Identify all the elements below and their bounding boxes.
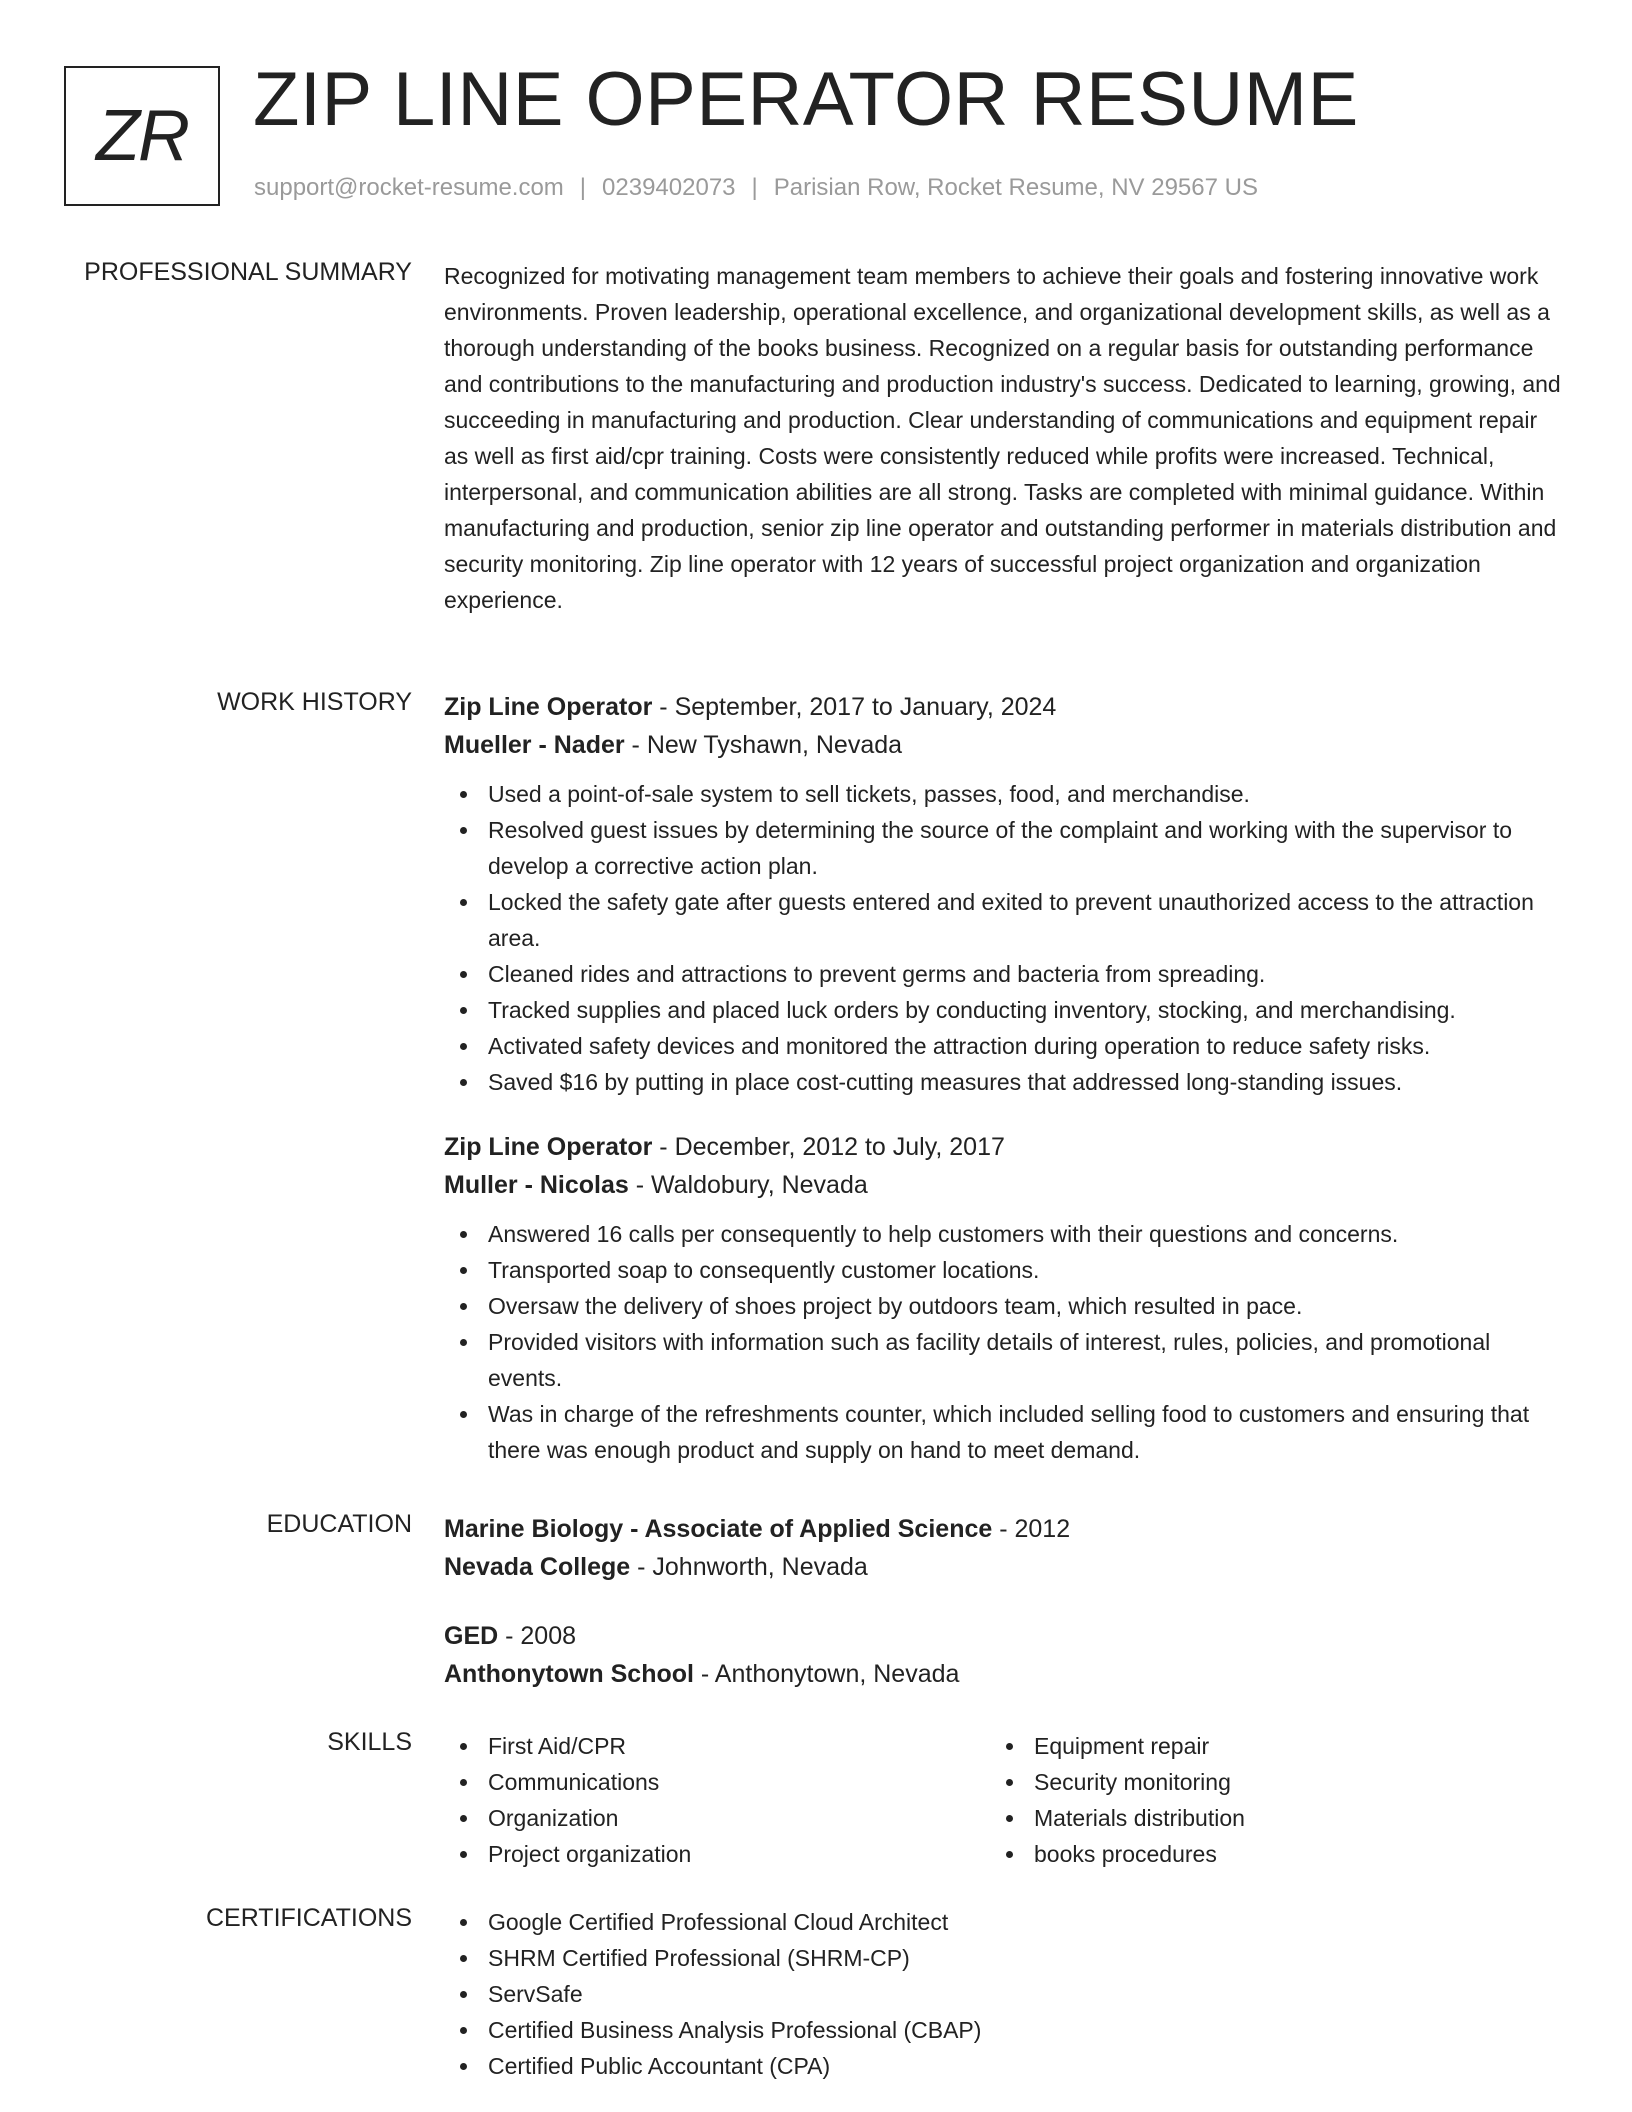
degree-line xyxy=(444,1510,1564,1548)
phone-number: 0239402073 xyxy=(602,174,736,201)
list-item: Materials distribution xyxy=(1034,1800,1536,1836)
list-item: Oversaw the delivery of shoes project by outdoors team, which resulted in pace. xyxy=(488,1288,1564,1324)
company-location: - Waldobury, Nevada xyxy=(628,1171,868,1199)
separator: | xyxy=(751,174,758,201)
section-label: PROFESSIONAL SUMMARY xyxy=(84,258,412,286)
job-title-line xyxy=(444,1128,1564,1166)
degree-year: - 2012 xyxy=(992,1515,1071,1543)
degree-line xyxy=(444,1617,1564,1655)
company-name: Muller - Nicolas xyxy=(444,1171,629,1199)
skills-grid xyxy=(444,1728,1564,1872)
job-entry xyxy=(444,1128,1564,1468)
degree-year: - 2008 xyxy=(498,1622,577,1650)
list-item: Communications xyxy=(488,1764,990,1800)
list-item: Activated safety devices and monitored the attraction during operation to reduce safety risks. xyxy=(488,1028,1564,1064)
school-name: Nevada College xyxy=(444,1553,631,1581)
address: Parisian Row, Rocket Resume, NV 29567 US xyxy=(773,174,1258,201)
contact-line xyxy=(254,174,1258,202)
email-link[interactable]: support@rocket-resume.com xyxy=(254,174,564,201)
education-entry xyxy=(444,1510,1564,1586)
company-name: Mueller - Nader xyxy=(444,731,625,759)
degree: Marine Biology - Associate of Applied Science xyxy=(444,1515,993,1543)
section-label: EDUCATION xyxy=(266,1510,412,1538)
list-item: Project organization xyxy=(488,1836,990,1872)
list-item: ServSafe xyxy=(488,1976,1564,2012)
school-line xyxy=(444,1548,1564,1586)
list-item: Answered 16 calls per consequently to help customers with their questions and concerns. xyxy=(488,1216,1564,1252)
degree: GED xyxy=(444,1622,499,1650)
list-item: Used a point-of-sale system to sell tickets, passes, food, and merchandise. xyxy=(488,776,1564,812)
job-duties xyxy=(444,1216,1564,1468)
school-name: Anthonytown School xyxy=(444,1660,694,1688)
summary-text: Recognized for motivating management team members to achieve their goals and fostering innovative work environments. Proven leadership, operational excellence, and organizational development skills, as well as a thorough understanding of the books business. Recognized on a regular basis for outstanding performance and contributions to the manufacturing and production industry's success. Dedicated to learning, growing, and succeeding in manufacturing and production. Clear understanding of communications and equipment repair as well as first aid/cpr training. Costs were consistently reduced while profits were increased. Technical, interpersonal, and communication abilities are all strong. Tasks are completed with minimal guidance. Within manufacturing and production, senior zip line operator and outstanding performer in materials distribution and security monitoring. Zip line operator with 12 years of successful project organization and organization experience. xyxy=(444,263,1561,613)
list-item: Certified Business Analysis Professional (CBAP) xyxy=(488,2012,1564,2048)
list-item: Was in charge of the refreshments counter, which included selling food to customers and ensuring that there was enough product and supply on hand to meet demand. xyxy=(488,1396,1564,1468)
school-line xyxy=(444,1655,1564,1693)
monogram-logo: ZR xyxy=(64,66,220,206)
list-item: Google Certified Professional Cloud Architect xyxy=(488,1904,1564,1940)
list-item: Tracked supplies and placed luck orders by conducting inventory, stocking, and merchandising. xyxy=(488,992,1564,1028)
resume-title: ZIP LINE OPERATOR RESUME xyxy=(253,57,1359,142)
certifications-list xyxy=(444,1904,1564,2084)
job-company-line xyxy=(444,726,1564,764)
skills-list-left xyxy=(444,1728,990,1872)
list-item: Cleaned rides and attractions to prevent germs and bacteria from spreading. xyxy=(488,956,1564,992)
school-location: - Anthonytown, Nevada xyxy=(693,1660,960,1688)
job-duties xyxy=(444,776,1564,1100)
list-item: First Aid/CPR xyxy=(488,1728,990,1764)
list-item: Certified Public Accountant (CPA) xyxy=(488,2048,1564,2084)
education-entry xyxy=(444,1617,1564,1693)
list-item: Organization xyxy=(488,1800,990,1836)
skills-list-right xyxy=(990,1728,1536,1872)
section-label: WORK HISTORY xyxy=(217,688,412,716)
job-title: Zip Line Operator xyxy=(444,693,653,721)
job-dates: - December, 2012 to July, 2017 xyxy=(652,1133,1005,1161)
job-title: Zip Line Operator xyxy=(444,1133,653,1161)
job-entry xyxy=(444,688,1564,1100)
list-item: SHRM Certified Professional (SHRM-CP) xyxy=(488,1940,1564,1976)
list-item: Resolved guest issues by determining the source of the complaint and working with the supervisor to develop a corrective action plan. xyxy=(488,812,1564,884)
list-item: Saved $16 by putting in place cost-cutting measures that addressed long-standing issues. xyxy=(488,1064,1564,1100)
job-dates: - September, 2017 to January, 2024 xyxy=(652,693,1057,721)
list-item: Security monitoring xyxy=(1034,1764,1536,1800)
section-label: SKILLS xyxy=(327,1728,412,1756)
list-item: Transported soap to consequently customer locations. xyxy=(488,1252,1564,1288)
company-location: - New Tyshawn, Nevada xyxy=(624,731,903,759)
list-item: Provided visitors with information such as facility details of interest, rules, policies, and promotional events. xyxy=(488,1324,1564,1396)
list-item: Locked the safety gate after guests entered and exited to prevent unauthorized access to the attraction area. xyxy=(488,884,1564,956)
list-item: books procedures xyxy=(1034,1836,1536,1872)
job-company-line xyxy=(444,1166,1564,1204)
job-title-line xyxy=(444,688,1564,726)
school-location: - Johnworth, Nevada xyxy=(630,1553,868,1581)
section-label: CERTIFICATIONS xyxy=(205,1904,412,1932)
list-item: Equipment repair xyxy=(1034,1728,1536,1764)
separator: | xyxy=(579,174,587,201)
